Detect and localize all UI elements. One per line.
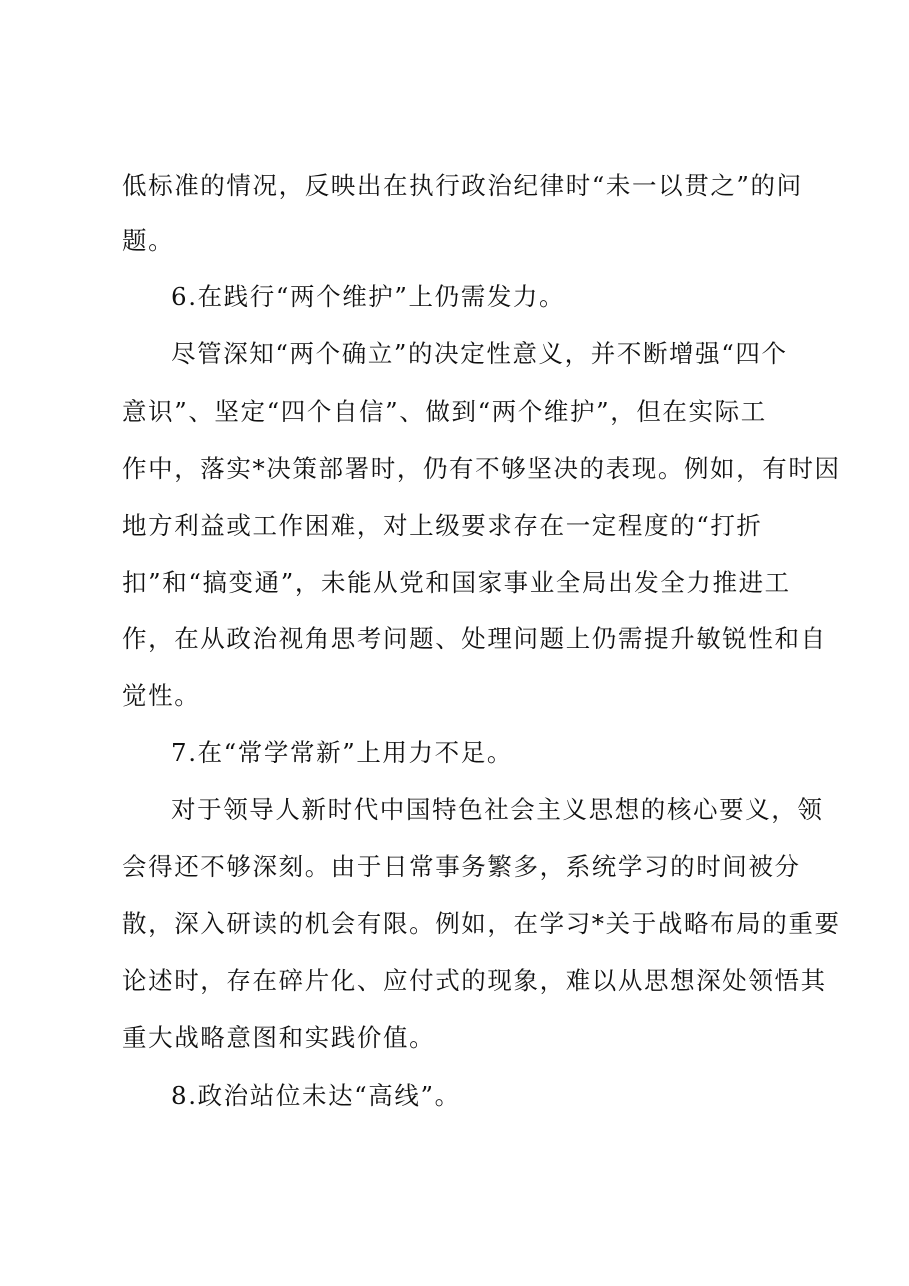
paragraph-line: 作中，落实*决策部署时，仍有不够坚决的表现。例如，有时因 bbox=[122, 454, 841, 483]
paragraph-line: 觉性。 bbox=[122, 681, 201, 710]
paragraph-line: 低标准的情况，反映出在执行政治纪律时“未一以贯之”的问 bbox=[122, 171, 803, 200]
paragraph-line: 重大战略意图和实践价值。 bbox=[122, 1023, 436, 1052]
section-heading-6: 6.在践行“两个维护”上仍需发力。 bbox=[171, 282, 566, 311]
paragraph-line: 对于领导人新时代中国特色社会主义思想的核心要义，领 bbox=[171, 795, 824, 824]
paragraph-line: 扣”和“搞变通”，未能从党和国家事业全局出发全力推进工 bbox=[122, 568, 791, 597]
paragraph-line: 论述时，存在碎片化、应付式的现象，难以从思想深处领悟其 bbox=[122, 966, 827, 995]
paragraph-line: 尽管深知“两个确立”的决定性意义，并不断增强“四个 bbox=[171, 339, 788, 368]
paragraph-line: 题。 bbox=[122, 226, 175, 255]
section-heading-7: 7.在“常学常新”上用力不足。 bbox=[171, 738, 513, 767]
paragraph-line: 意识”、坚定“四个自信”、做到“两个维护”，但在实际工 bbox=[122, 397, 767, 426]
paragraph-line: 会得还不够深刻。由于日常事务繁多，系统学习的时间被分 bbox=[122, 852, 801, 881]
section-heading-8: 8.政治站位未达“高线”。 bbox=[171, 1081, 461, 1110]
paragraph-line: 地方利益或工作困难，对上级要求存在一定程度的“打折 bbox=[122, 511, 763, 540]
paragraph-line: 作，在从政治视角思考问题、处理问题上仍需提升敏锐性和自 bbox=[122, 624, 827, 653]
paragraph-line: 散，深入研读的机会有限。例如，在学习*关于战略布局的重要 bbox=[122, 909, 841, 938]
